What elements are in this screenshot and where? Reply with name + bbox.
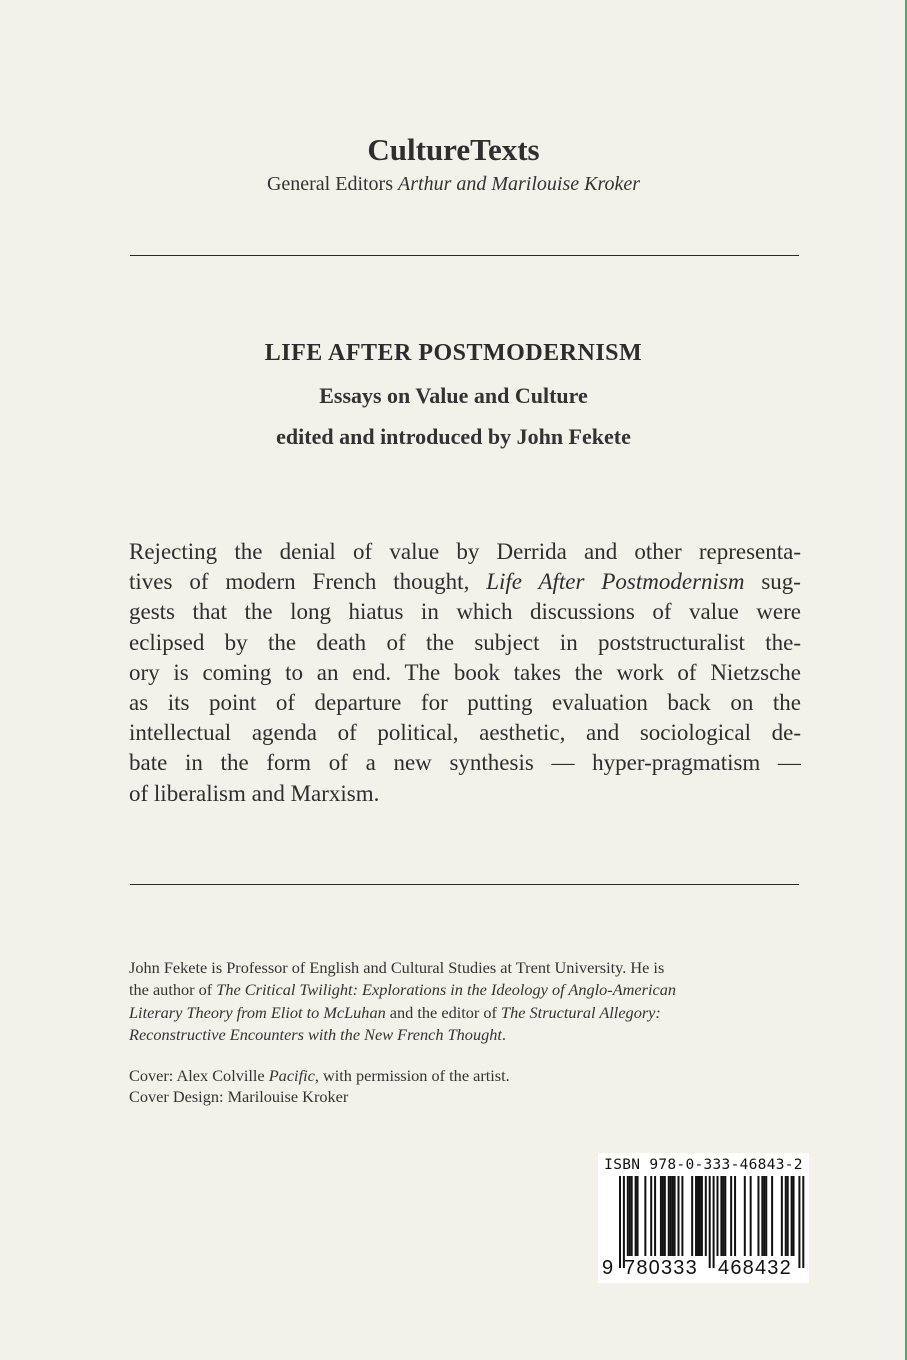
barcode-bar: [695, 1176, 697, 1256]
book-editor-credit: edited and introduced by John Fekete: [276, 424, 631, 449]
barcode-bar: [637, 1176, 639, 1256]
barcode-bar: [761, 1176, 763, 1256]
cover-credit: Cover: Alex Colville Pacific, with permission of the artist.: [129, 1066, 510, 1085]
barcode-bar: [635, 1176, 637, 1256]
barcode-guard-bar: [619, 1176, 621, 1268]
series-editors-label: General Editors: [266, 173, 399, 195]
author-bio: [129, 957, 801, 1046]
barcode-bar: [627, 1176, 629, 1256]
barcode-guard-bar: [713, 1176, 715, 1268]
barcode-guard-bar: [623, 1176, 625, 1268]
barcode-bar: [744, 1176, 746, 1256]
barcode-bar: [670, 1176, 672, 1256]
barcode-bar: [785, 1176, 787, 1256]
barcode-bar: [724, 1176, 726, 1256]
barcode-bar: [763, 1176, 765, 1256]
barcode-bar: [734, 1176, 736, 1256]
description-line: tives of modern French thought, Life After Postmodernism sug-: [129, 569, 801, 595]
book-description: [129, 537, 801, 809]
artwork-title: Pacific: [268, 1066, 315, 1085]
description-line: Rejecting the denial of value by Derrida and other representa-: [129, 539, 801, 564]
barcode-digit-lead: 9: [602, 1257, 614, 1279]
series-title: CultureTexts: [367, 132, 540, 167]
barcode-digits-right: 468432: [718, 1257, 792, 1279]
bottom-divider: [130, 884, 799, 885]
bio-line: Literary Theory from Eliot to McLuhan and the editor of The Structural Allegory:: [129, 1002, 661, 1022]
series-editors: [0, 173, 907, 196]
barcode-bar: [705, 1176, 707, 1256]
barcode-bar: [717, 1176, 719, 1256]
cover-credits: [129, 1065, 801, 1107]
barcode-bar: [629, 1176, 631, 1256]
cover-design-credit: Cover Design: Marilouise Kroker: [129, 1087, 349, 1106]
barcode-bar: [781, 1176, 783, 1256]
barcode-bar: [631, 1176, 633, 1256]
book-title: LIFE AFTER POSTMODERNISM: [264, 340, 643, 366]
barcode-bar: [668, 1176, 670, 1256]
barcode-bar: [787, 1176, 789, 1256]
description-line: ory is coming to an end. The book takes the work of Nietzsche: [129, 659, 801, 685]
barcode-bar: [720, 1176, 722, 1256]
book-subtitle: Essays on Value and Culture: [319, 383, 588, 408]
bio-line: the author of The Critical Twilight: Explorations in the Ideology of Anglo-American: [129, 980, 677, 1000]
barcode-bar: [674, 1176, 676, 1256]
barcode-bar: [750, 1176, 752, 1256]
top-divider: [130, 255, 799, 256]
barcode-bar: [650, 1176, 652, 1256]
description-line: of liberalism and Marxism.: [129, 780, 380, 806]
barcode-bar: [691, 1176, 693, 1256]
barcode-bar: [664, 1176, 666, 1256]
bio-line: John Fekete is Professor of English and Cultural Studies at Trent University. He is: [129, 958, 665, 977]
description-line: eclipsed by the death of the subject in poststructuralist the-: [129, 629, 801, 655]
barcode-bar: [771, 1176, 773, 1256]
description-line: as its point of departure for putting evaluation back on the: [129, 689, 801, 715]
barcode-bar: [730, 1176, 732, 1256]
barcode-bar: [672, 1176, 674, 1256]
description-line: bate in the form of a new synthesis — hyper-pragmatism —: [129, 750, 801, 776]
barcode-bar: [701, 1176, 703, 1256]
barcode-bar: [654, 1176, 656, 1256]
barcode-bar: [644, 1176, 646, 1256]
barcode-guard-bar: [709, 1176, 711, 1268]
barcode-bar: [662, 1176, 664, 1256]
barcode-bar: [757, 1176, 759, 1256]
barcode-bar: [699, 1176, 701, 1256]
description-line: gests that the long hiatus in which discussions of value were: [129, 599, 801, 625]
isbn-number: ISBN 978-0-333-46843-2: [604, 1157, 803, 1173]
barcode-bar: [681, 1176, 683, 1256]
barcode-guard-bar: [802, 1176, 804, 1268]
barcode-bar: [791, 1176, 793, 1256]
barcode-bar: [697, 1176, 699, 1256]
barcode-bar: [765, 1176, 767, 1256]
description-line: intellectual agenda of political, aesthetic, and sociological de-: [129, 720, 801, 746]
barcode-digits-left: 780333: [624, 1257, 698, 1279]
barcode-bar: [722, 1176, 724, 1256]
barcode-bar: [793, 1176, 795, 1256]
isbn-barcode: [598, 1153, 809, 1283]
series-editors-names: Arthur and Marilouise Kroker: [398, 173, 641, 195]
barcode-bars: [602, 1176, 805, 1268]
barcode-guard-bar: [798, 1176, 800, 1268]
book-title-italic: Life After Postmodernism: [486, 569, 745, 595]
barcode-bar: [660, 1176, 662, 1256]
barcode-bar: [678, 1176, 680, 1256]
bio-line: Reconstructive Encounters with the New French Thought.: [129, 1024, 506, 1044]
